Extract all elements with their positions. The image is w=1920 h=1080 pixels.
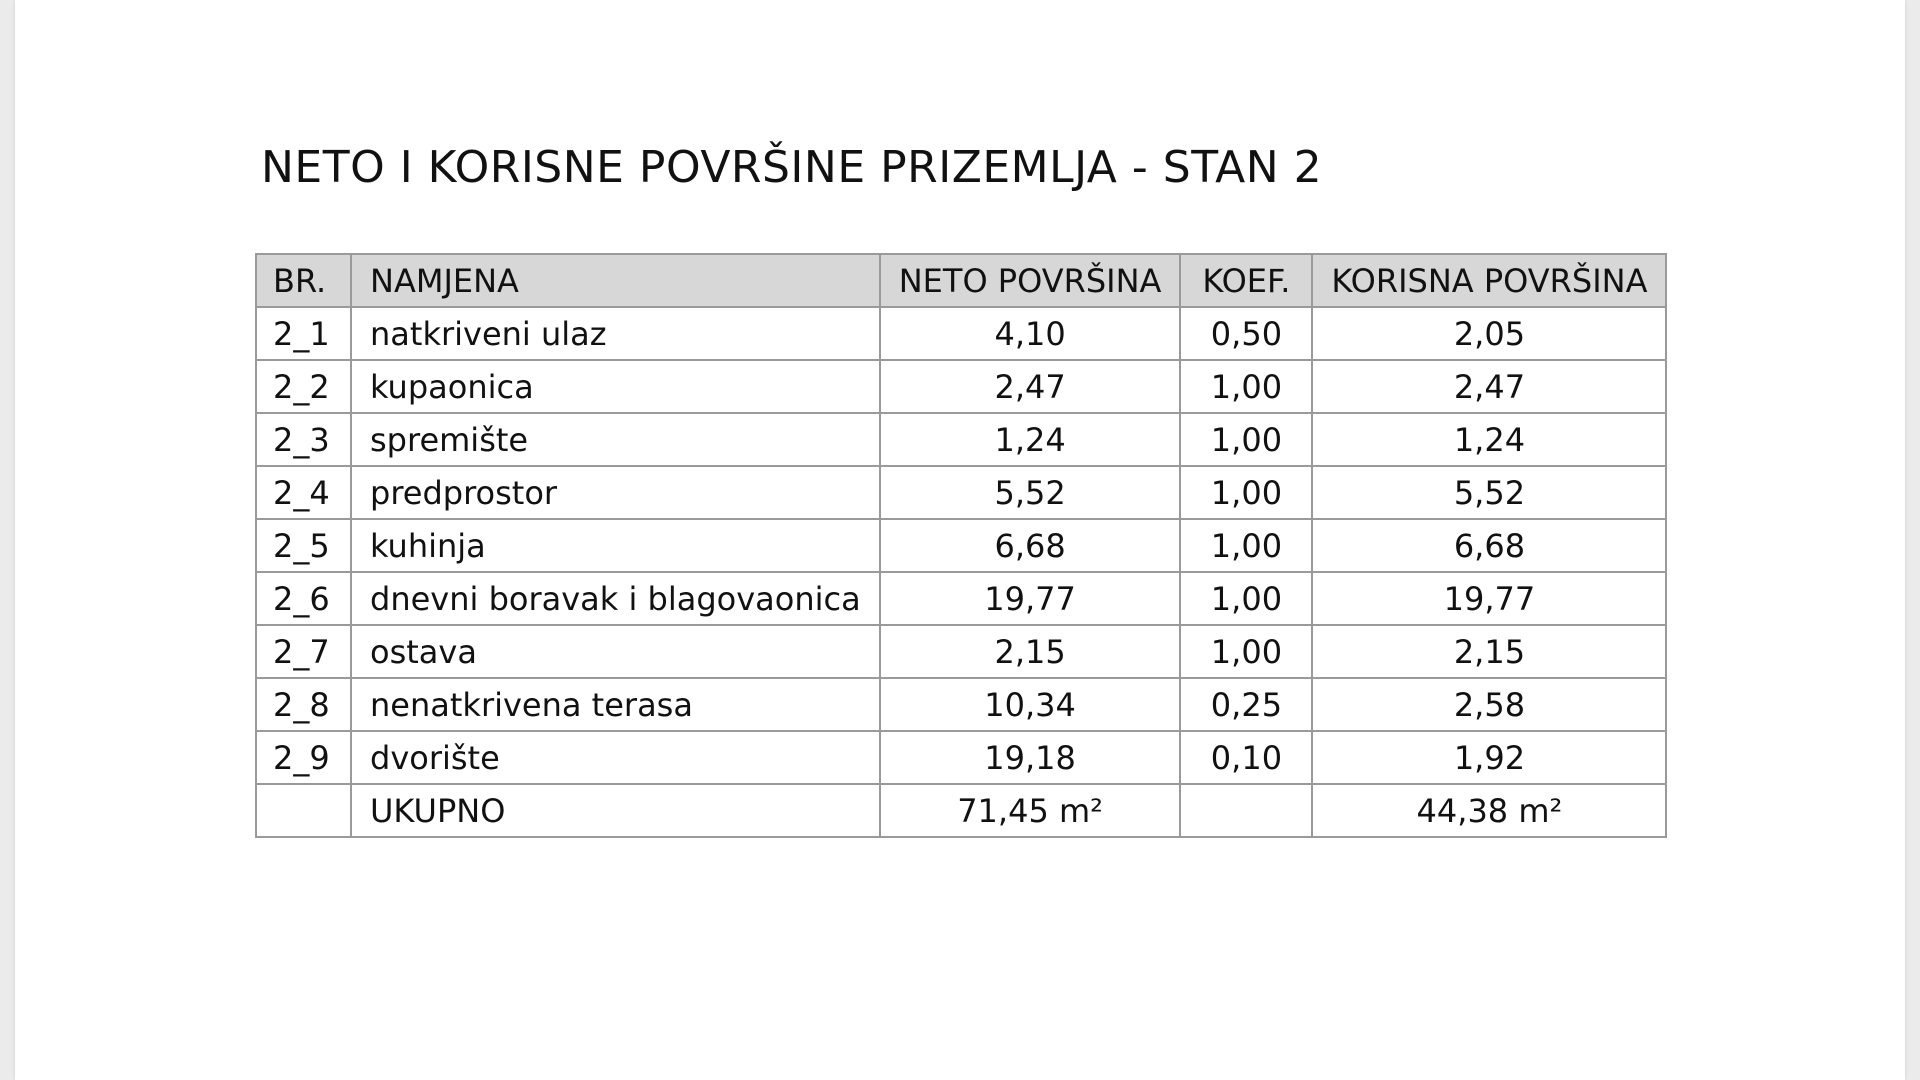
cell-korisna: 19,77 (1312, 572, 1666, 625)
table-header-row (256, 254, 1666, 307)
total-label: UKUPNO (351, 784, 880, 837)
cell-namjena: kupaonica (351, 360, 880, 413)
cell-br: 2_1 (256, 307, 351, 360)
cell-neto: 19,77 (880, 572, 1181, 625)
header-namjena: NAMJENA (351, 254, 880, 307)
cell-namjena: spremište (351, 413, 880, 466)
page-title: NETO I KORISNE POVRŠINE PRIZEMLJA - STAN 2 (261, 142, 1323, 193)
cell-neto: 5,52 (880, 466, 1181, 519)
cell-namjena: dvorište (351, 731, 880, 784)
total-neto: 71,45 m² (880, 784, 1181, 837)
cell-koef: 1,00 (1180, 413, 1312, 466)
cell-br: 2_8 (256, 678, 351, 731)
cell-neto: 19,18 (880, 731, 1181, 784)
cell-br: 2_7 (256, 625, 351, 678)
cell-koef: 1,00 (1180, 360, 1312, 413)
header-korisna: KORISNA POVRŠINA (1312, 254, 1666, 307)
cell-neto: 4,10 (880, 307, 1181, 360)
header-br: BR. (256, 254, 351, 307)
cell-koef: 0,10 (1180, 731, 1312, 784)
cell-korisna: 1,92 (1312, 731, 1666, 784)
area-table (255, 253, 1667, 838)
cell-br: 2_9 (256, 731, 351, 784)
cell-koef: 1,00 (1180, 466, 1312, 519)
table-row (256, 466, 1666, 519)
cell-neto: 2,15 (880, 625, 1181, 678)
cell-korisna: 2,47 (1312, 360, 1666, 413)
header-neto: NETO POVRŠINA (880, 254, 1181, 307)
cell-korisna: 2,15 (1312, 625, 1666, 678)
cell-br: 2_5 (256, 519, 351, 572)
cell-br: 2_4 (256, 466, 351, 519)
cell-namjena: ostava (351, 625, 880, 678)
cell-neto: 10,34 (880, 678, 1181, 731)
table-row (256, 572, 1666, 625)
cell-neto: 1,24 (880, 413, 1181, 466)
table-row (256, 360, 1666, 413)
cell-namjena: nenatkrivena terasa (351, 678, 880, 731)
document-page (15, 0, 1905, 1080)
table-row (256, 413, 1666, 466)
cell-neto: 2,47 (880, 360, 1181, 413)
cell-koef: 0,50 (1180, 307, 1312, 360)
cell-br: 2_2 (256, 360, 351, 413)
cell-namjena: kuhinja (351, 519, 880, 572)
cell-koef: 1,00 (1180, 572, 1312, 625)
cell-neto: 6,68 (880, 519, 1181, 572)
header-koef: KOEF. (1180, 254, 1312, 307)
total-korisna: 44,38 m² (1312, 784, 1666, 837)
table-row (256, 519, 1666, 572)
cell-namjena: predprostor (351, 466, 880, 519)
cell-korisna: 2,58 (1312, 678, 1666, 731)
cell-koef: 1,00 (1180, 625, 1312, 678)
cell-namjena: natkriveni ulaz (351, 307, 880, 360)
total-koef (1180, 784, 1312, 837)
cell-koef: 1,00 (1180, 519, 1312, 572)
table-row (256, 625, 1666, 678)
table-row (256, 678, 1666, 731)
cell-br: 2_3 (256, 413, 351, 466)
table-row (256, 307, 1666, 360)
cell-namjena: dnevni boravak i blagovaonica (351, 572, 880, 625)
cell-br: 2_6 (256, 572, 351, 625)
table-total-row (256, 784, 1666, 837)
table-row (256, 731, 1666, 784)
total-br (256, 784, 351, 837)
cell-korisna: 6,68 (1312, 519, 1666, 572)
cell-korisna: 1,24 (1312, 413, 1666, 466)
cell-korisna: 2,05 (1312, 307, 1666, 360)
cell-korisna: 5,52 (1312, 466, 1666, 519)
cell-koef: 0,25 (1180, 678, 1312, 731)
